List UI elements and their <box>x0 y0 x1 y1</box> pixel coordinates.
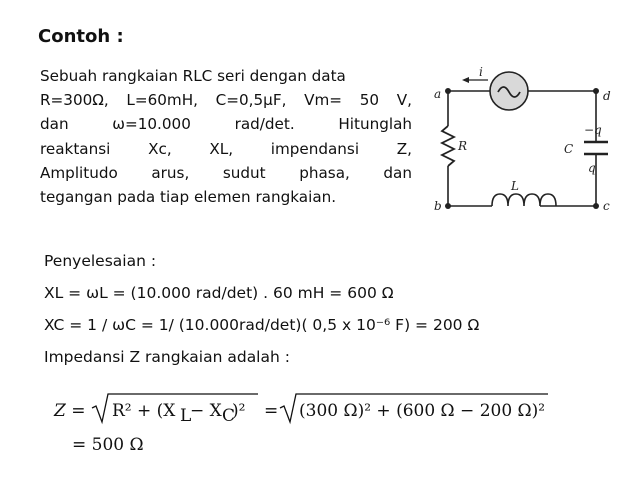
problem-statement <box>40 64 412 209</box>
problem-line: dan ω=10.000 rad/det. Hitunglah <box>40 115 412 134</box>
sqrt2-inner: (300 Ω)² + (600 Ω − 200 Ω)² <box>299 401 546 421</box>
xl-calculation: XL = ωL = (10.000 rad/det) . 60 mH = 600 Ω <box>44 284 394 302</box>
problem-line: R=300Ω, L=60mH, C=0,5µF, Vm= 50 V, <box>40 91 412 110</box>
minus-x: − X <box>190 401 222 421</box>
node-dot <box>593 203 599 209</box>
subscript-c: C <box>222 406 236 426</box>
impedance-label: Impedansi Z rangkaian adalah : <box>44 348 290 366</box>
problem-line: Sebuah rangkaian RLC seri dengan data <box>40 67 346 85</box>
inductor-label: L <box>511 179 519 193</box>
rlc-circuit-diagram <box>428 64 618 214</box>
solution-section <box>44 245 479 373</box>
capacitor-label: C <box>564 142 574 156</box>
charge-top-label: −q <box>584 123 602 137</box>
equation-lhs: Z = <box>54 401 86 421</box>
resistor-label: R <box>458 139 468 153</box>
problem-line: Amplitudo arus, sudut phasa, dan <box>40 163 412 182</box>
current-arrow-icon <box>462 77 488 83</box>
problem-line: tegangan pada tiap elemen rangkaian. <box>40 188 337 207</box>
solution-heading: Penyelesaian : <box>44 252 157 270</box>
subscript-l: L <box>180 406 192 426</box>
xc-calculation: XC = 1 / ωC = 1/ (10.000rad/det)( 0,5 x 10⁻⁶ F) = 200 Ω <box>44 316 480 334</box>
node-c-label: c <box>603 199 610 213</box>
current-label: i <box>479 65 483 79</box>
sqrt1-inner: R² + (X <box>112 401 176 421</box>
impedance-equation <box>52 386 552 464</box>
node-b-label: b <box>434 199 442 213</box>
problem-line: reaktansi Xc, XL, impendansi Z, <box>40 139 412 158</box>
sine-source-icon <box>490 72 528 110</box>
charge-bottom-label: q <box>588 161 596 175</box>
node-dot <box>593 88 599 94</box>
node-d-label: d <box>603 89 611 103</box>
example-heading: Contoh : <box>38 26 124 47</box>
node-dot <box>445 88 451 94</box>
node-a-label: a <box>434 87 442 101</box>
equals-sign: = <box>264 401 279 421</box>
node-dot <box>445 203 451 209</box>
equation-result: = 500 Ω <box>72 435 144 455</box>
close-paren: )² <box>232 401 246 421</box>
